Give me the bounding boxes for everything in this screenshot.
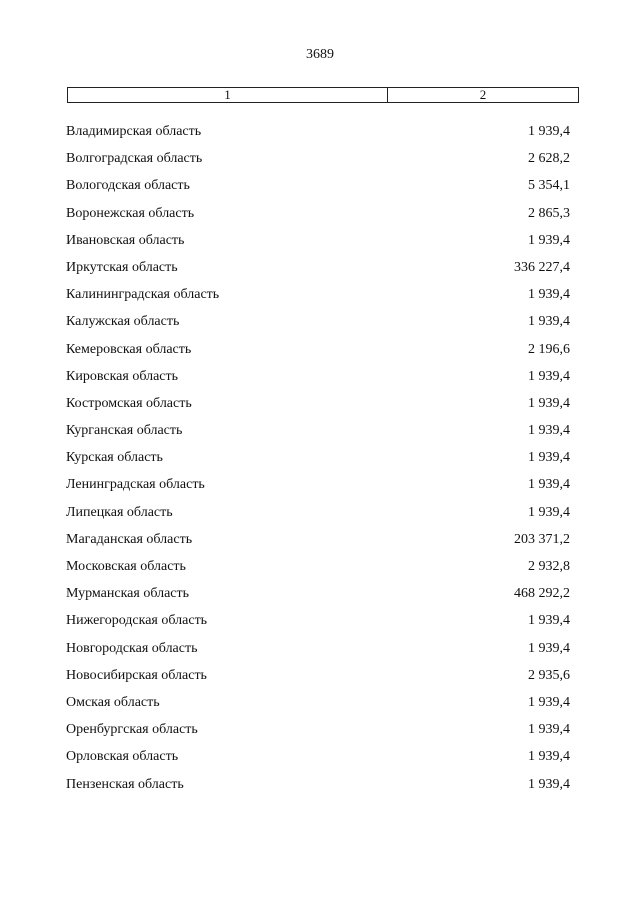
region-value: 1 939,4 xyxy=(528,368,570,384)
region-value: 1 939,4 xyxy=(528,395,570,411)
table-body xyxy=(0,123,640,803)
table-row xyxy=(0,313,640,340)
region-name: Липецкая область xyxy=(66,504,173,520)
region-name: Магаданская область xyxy=(66,531,193,547)
region-value: 1 939,4 xyxy=(528,722,570,738)
region-value: 336 227,4 xyxy=(514,259,570,275)
region-name: Ивановская область xyxy=(66,232,185,248)
region-name: Владимирская область xyxy=(66,124,202,139)
region-name: Московская область xyxy=(66,559,186,574)
region-value: 1 939,4 xyxy=(528,640,570,656)
region-name: Калужская область xyxy=(66,314,180,330)
region-name: Новосибирская область xyxy=(66,667,207,683)
table-row xyxy=(0,612,640,639)
table-row xyxy=(0,368,640,395)
table-row xyxy=(0,232,640,259)
table-row xyxy=(0,123,640,150)
region-name: Новгородская область xyxy=(66,640,198,656)
region-value: 1 939,4 xyxy=(528,613,570,629)
region-name: Пензенская область xyxy=(66,776,184,792)
region-name: Орловская область xyxy=(66,749,179,765)
region-name: Ленинградская область xyxy=(66,477,205,493)
region-name: Кемеровская область xyxy=(66,341,192,357)
table-row xyxy=(0,776,640,803)
table-row xyxy=(0,259,640,286)
region-value: 2 196,6 xyxy=(528,341,570,357)
page-number: 3689 xyxy=(306,47,334,62)
region-value: 1 939,4 xyxy=(528,124,570,139)
region-value: 2 932,8 xyxy=(528,559,570,574)
table-header xyxy=(67,87,579,103)
header-column-1: 1 xyxy=(68,88,388,102)
region-name: Курская область xyxy=(66,450,163,466)
region-name: Мурманская область xyxy=(66,586,190,602)
table-row xyxy=(0,667,640,694)
region-value: 1 939,4 xyxy=(528,504,570,520)
region-name: Нижегородская область xyxy=(66,613,208,629)
region-name: Кировская область xyxy=(66,368,179,384)
region-name: Вологодская область xyxy=(66,178,190,194)
region-value: 5 354,1 xyxy=(528,178,570,194)
region-name: Костромская область xyxy=(66,395,192,411)
region-value: 1 939,4 xyxy=(528,776,570,792)
region-value: 2 865,3 xyxy=(528,205,570,221)
table-row xyxy=(0,150,640,177)
region-value: 203 371,2 xyxy=(514,531,570,547)
table-row xyxy=(0,694,640,721)
region-value: 1 939,4 xyxy=(528,694,570,710)
table-row xyxy=(0,395,640,422)
region-value: 1 939,4 xyxy=(528,287,570,303)
table-row xyxy=(0,558,640,585)
region-value: 1 939,4 xyxy=(528,423,570,439)
header-column-2: 2 xyxy=(479,87,487,102)
table-row xyxy=(0,341,640,368)
region-name: Курганская область xyxy=(66,423,183,439)
table-row xyxy=(0,422,640,449)
region-value: 468 292,2 xyxy=(514,586,570,602)
table-row xyxy=(0,449,640,476)
region-name: Калининградская область xyxy=(66,287,220,303)
table-row xyxy=(0,177,640,204)
table-row xyxy=(0,585,640,612)
table-row xyxy=(0,531,640,558)
region-name: Воронежская область xyxy=(66,205,195,221)
region-value: 1 939,4 xyxy=(528,749,570,765)
table-row xyxy=(0,640,640,667)
region-value: 1 939,4 xyxy=(528,314,570,330)
region-name: Волгоградская область xyxy=(66,151,203,167)
table-row xyxy=(0,748,640,775)
table-row xyxy=(0,286,640,313)
table-row xyxy=(0,721,640,748)
region-value: 1 939,4 xyxy=(528,232,570,248)
table-row xyxy=(0,205,640,232)
region-value: 1 939,4 xyxy=(528,477,570,493)
region-name: Иркутская область xyxy=(66,259,178,275)
region-value: 2 935,6 xyxy=(528,667,570,683)
region-value: 1 939,4 xyxy=(528,450,570,466)
table-row xyxy=(0,504,640,531)
table-row xyxy=(0,476,640,503)
region-value: 2 628,2 xyxy=(528,151,570,167)
region-name: Оренбургская область xyxy=(66,722,198,738)
region-name: Омская область xyxy=(66,694,160,710)
